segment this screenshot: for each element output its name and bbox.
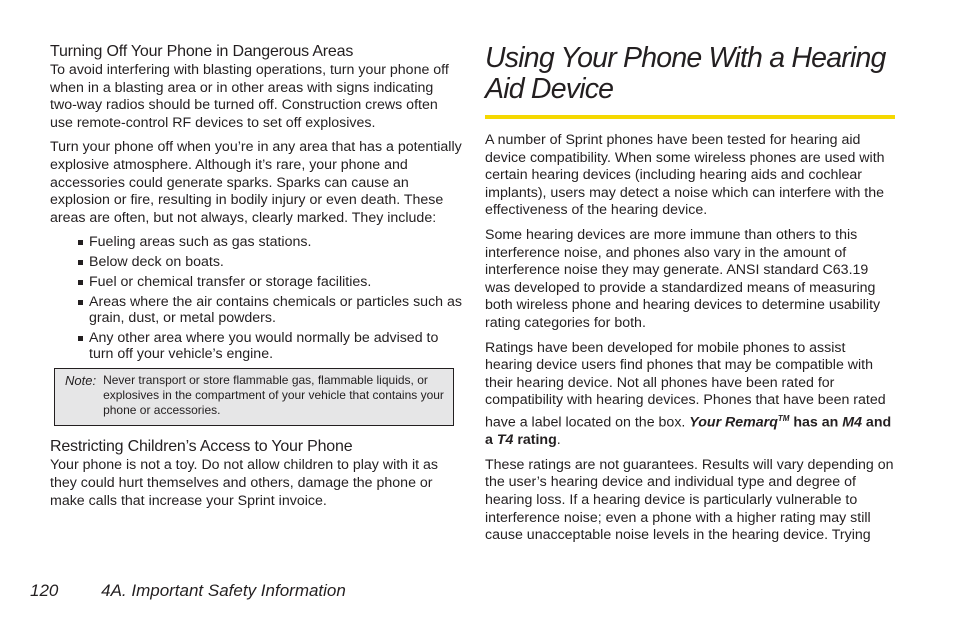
section-heading-dangerous-areas: Turning Off Your Phone in Dangerous Areas bbox=[50, 43, 354, 60]
list-item-text: Fuel or chemical transfer or storage facilities. bbox=[89, 274, 372, 291]
paragraph-guarantees: These ratings are not guarantees. Results will vary depending on the user’s hearing device and individual type and degree of hearing loss. If a hearing device is particularly vulnerable to interference noise; even a phone with a higher rating may still cause unacceptable noise levels in the hearing device. Trying bbox=[485, 456, 894, 544]
page-title: Using Your Phone With a Hearing Aid Device bbox=[485, 42, 886, 105]
bullet-square-icon bbox=[78, 336, 83, 341]
paragraph-explosive-atmosphere: Turn your phone off when you’re in any area that has a potentially explosive atmosphere. Although it’s rare, your phone and accessories could generate sparks. Sparks can cause an explosion or fire, resulting in bodily injury or even death. These areas are often, but not always, clearly marked. They include: bbox=[50, 139, 462, 226]
has-an-text: has an bbox=[789, 414, 843, 431]
page-number: 120 bbox=[30, 581, 59, 600]
paragraph-ratings bbox=[485, 340, 895, 450]
t4-rating: T4 bbox=[496, 432, 514, 449]
list-item-text: Areas where the air contains chemicals or particles such as grain, dust, or metal powders. bbox=[89, 294, 462, 327]
yellow-rule bbox=[485, 115, 895, 119]
list-item bbox=[78, 274, 462, 290]
note-box bbox=[54, 368, 454, 426]
list-item-text: Below deck on boats. bbox=[89, 254, 224, 271]
list-item bbox=[78, 330, 462, 362]
product-name: Your Remarq bbox=[689, 414, 778, 431]
footer-section-title: 4A. Important Safety Information bbox=[101, 581, 346, 600]
paragraph-blasting: To avoid interfering with blasting operations, turn your phone off when in a blasting area or in other areas with signs indicating two-way radios should be turned off. Construction crews often use remote-control RF devices to set off explosives. bbox=[50, 62, 449, 131]
list-item bbox=[78, 234, 462, 250]
and-a-text: and a bbox=[485, 414, 892, 449]
m4-rating: M4 bbox=[842, 414, 862, 431]
bullet-square-icon bbox=[78, 280, 83, 285]
period: . bbox=[556, 432, 561, 449]
list-item-text: Any other area where you would normally be advised to turn off your vehicle’s engine. bbox=[89, 330, 439, 363]
list-item bbox=[78, 254, 462, 270]
note-text: Never transport or store flammable gas, flammable liquids, or explosives in the compartment of your vehicle that contains your phone or accessories. bbox=[103, 373, 444, 418]
list-item-text: Fueling areas such as gas stations. bbox=[89, 234, 312, 251]
section-heading-children: Restricting Children’s Access to Your Phone bbox=[50, 438, 353, 456]
hazard-list bbox=[50, 234, 462, 362]
bullet-square-icon bbox=[78, 260, 83, 265]
right-column bbox=[485, 43, 895, 552]
bullet-square-icon bbox=[78, 300, 83, 305]
rating-word: rating bbox=[513, 432, 557, 449]
bullet-square-icon bbox=[78, 240, 83, 245]
trademark: TM bbox=[777, 413, 790, 423]
left-column bbox=[50, 43, 462, 517]
paragraph-children: Your phone is not a toy. Do not allow children to play with it as they could hurt themselves and others, damage the phone or make calls that increase your Sprint invoice. bbox=[50, 457, 439, 509]
note-label: Note: bbox=[65, 373, 97, 389]
paragraph-compatibility: A number of Sprint phones have been tested for hearing aid device compatibility. When some wireless phones are used with certain hearing devices (including hearing aids and cochlear implants), users may detect a noise which can interfere with the effectiveness of the hearing device. bbox=[485, 132, 885, 219]
page-footer bbox=[30, 581, 346, 601]
list-item bbox=[78, 294, 462, 326]
ratings-text: Ratings have been developed for mobile phones to assist hearing device users find phones that may be compatible with their hearing device. Not all phones have been rated for compatibility with hearing devices. Phones that have been rated have a label located on the box. bbox=[485, 339, 886, 431]
paragraph-ansi: Some hearing devices are more immune than others to this interference noise, and phones also vary in the amount of interference noise they may generate. ANSI standard C63.19 was developed to provide a standardized means of measuring both wireless phone and hearing devices to determine usability rating categories for both. bbox=[485, 226, 881, 331]
